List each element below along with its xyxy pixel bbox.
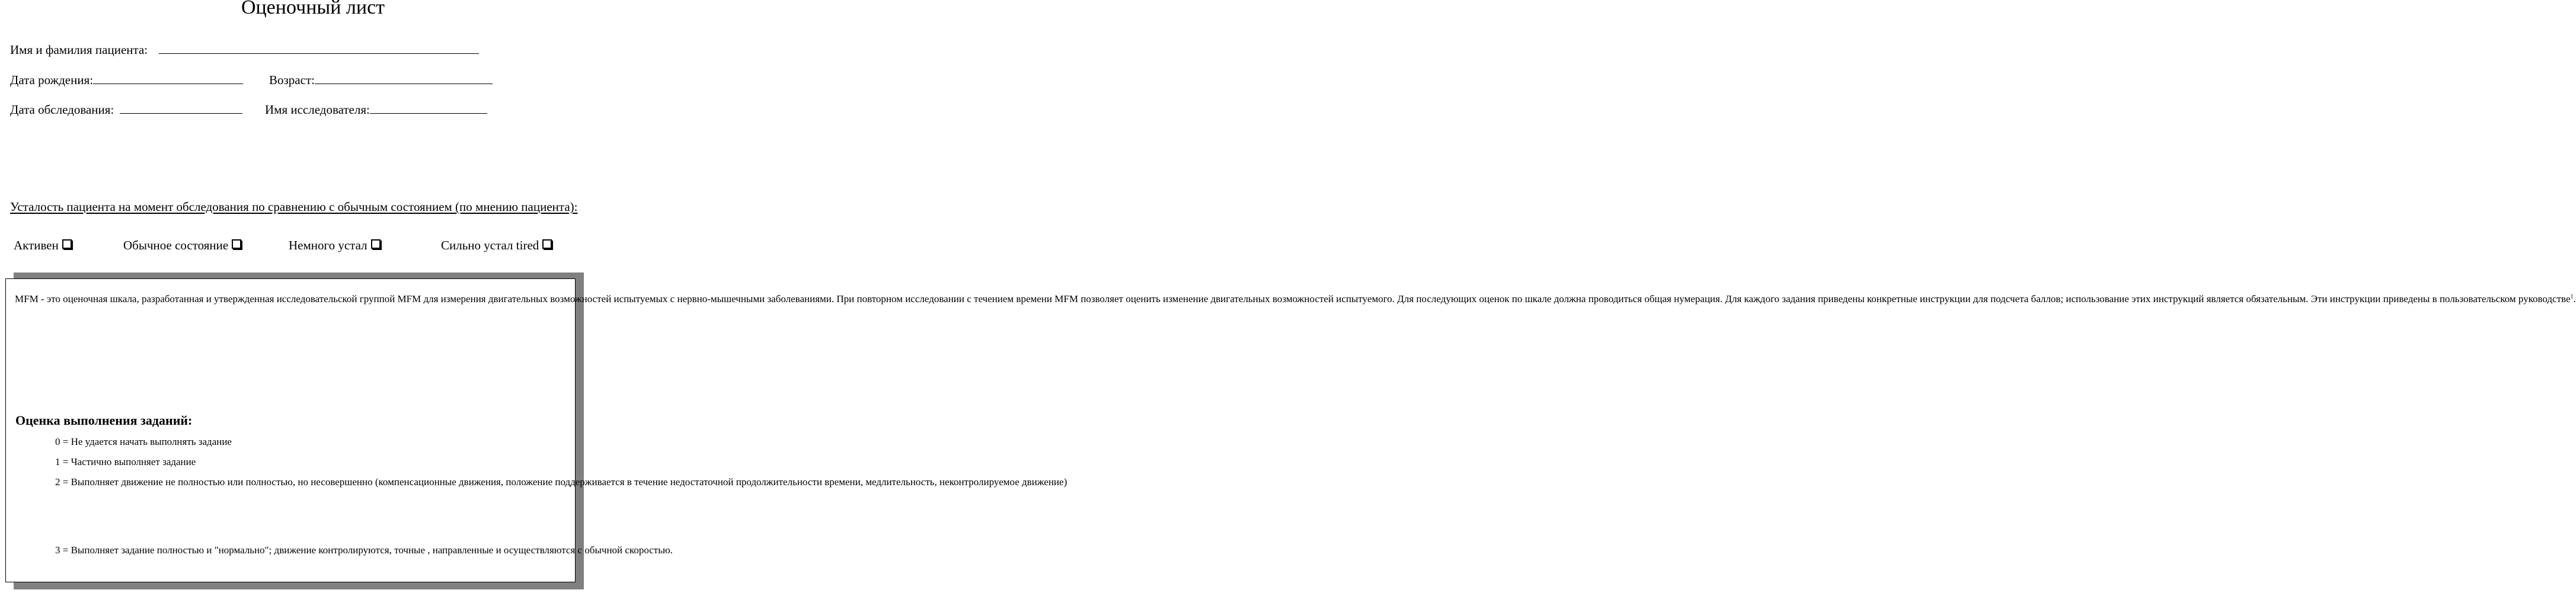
info-box	[5, 278, 2576, 582]
birth-date-field[interactable]	[10, 73, 243, 88]
score-item	[55, 432, 577, 453]
fatigue-option-active[interactable]	[14, 238, 72, 253]
exam-date-field[interactable]	[10, 102, 242, 117]
score-text: 0 = Не удается начать выполнять задание	[55, 436, 232, 447]
score-text: 2 = Выполняет движение не полностью или полностью, но несовершенно (компенсационные движения, положение поддерживается в течение недостаточной продолжительности времени, медлительность, неконтролируемое движение)	[55, 476, 1068, 488]
birth-date-line[interactable]	[93, 83, 243, 84]
patient-name-label: Имя и фамилия пациента:	[10, 43, 148, 57]
fatigue-option-normal[interactable]	[123, 238, 241, 253]
age-label: Возраст:	[269, 73, 315, 87]
fatigue-option-slightly-tired[interactable]	[289, 238, 381, 253]
exam-date-label: Дата обследования:	[10, 102, 114, 117]
mfm-description	[15, 289, 2576, 310]
score-item	[55, 452, 577, 473]
score-text: 1 = Частично выполняет задание	[55, 456, 196, 467]
fatigue-option-label: Сильно устал tired	[441, 238, 539, 252]
birth-date-label: Дата рождения:	[10, 73, 94, 87]
scoring-title: Оценка выполнения заданий:	[15, 413, 193, 428]
exam-date-line[interactable]	[120, 113, 242, 114]
checkbox-icon[interactable]	[371, 239, 381, 249]
fatigue-option-very-tired[interactable]	[441, 238, 552, 253]
page-title: Оценочный лист	[241, 0, 385, 18]
fatigue-question: Усталость пациента на момент обследования по сравнению с обычным состоянием (по мнению пациента):	[10, 200, 578, 214]
mfm-description-text: MFM - это оценочная шкала, разработанная и утвержденная исследовательской группой MFM для измерения двигательных возможностей испытуемых с нервно-мышечными заболеваниями. При повторном исследовании с течением времени MFM позволяет оценить изменение двигательных возможностей испытуемого. Для последующих оценок по шкале должна проводиться общая нумерация. Для каждого задания приведены конкретные инструкции для подсчета баллов; использование этих инструкций является обязательным. Эти инструкции приведены в пользовательском руководстве	[15, 293, 2571, 304]
examiner-name-label: Имя исследователя:	[265, 102, 370, 117]
examiner-name-line[interactable]	[370, 113, 487, 114]
fatigue-option-label: Обычное состояние	[123, 238, 229, 252]
examiner-name-field[interactable]	[265, 102, 487, 117]
checkbox-icon[interactable]	[62, 239, 72, 249]
score-item	[55, 540, 673, 561]
fatigue-option-label: Немного устал	[289, 238, 367, 252]
score-item	[55, 472, 1068, 493]
age-line[interactable]	[315, 83, 493, 84]
patient-name-line[interactable]	[159, 53, 479, 54]
fatigue-option-label: Активен	[14, 238, 59, 252]
footnote-marker: 1	[2570, 293, 2574, 300]
checkbox-icon[interactable]	[542, 239, 552, 249]
patient-name-field[interactable]	[10, 43, 479, 57]
age-field[interactable]	[269, 73, 493, 88]
mfm-description-end: .	[2573, 293, 2576, 304]
score-text: 3 = Выполняет задание полностью и "нормально"; движение контролируются, точные , направленные и осуществляются с обычной скоростью.	[55, 544, 673, 556]
checkbox-icon[interactable]	[232, 239, 241, 249]
